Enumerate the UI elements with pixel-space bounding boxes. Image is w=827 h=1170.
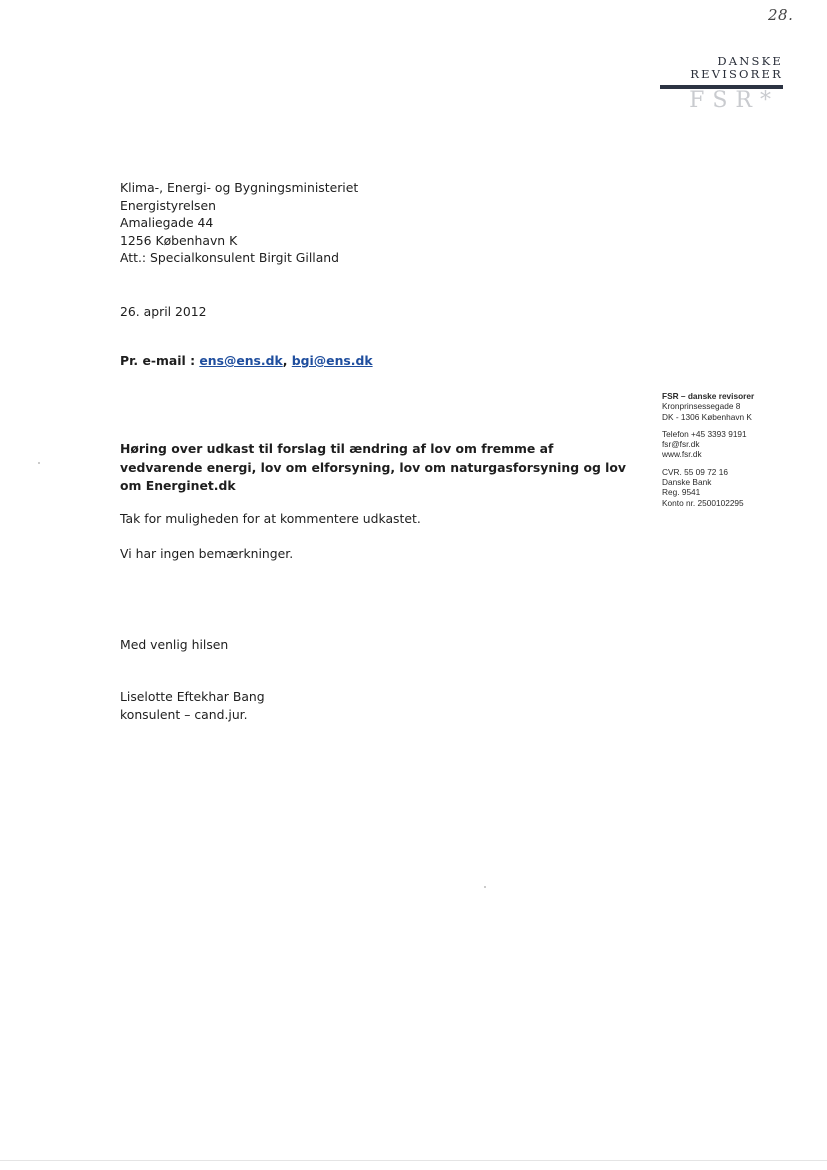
scan-speck	[38, 462, 40, 464]
email-prefix: Pr. e-mail :	[120, 353, 200, 368]
sender-bank: Danske Bank	[662, 477, 712, 488]
logo-text-danske: DANSKE	[717, 54, 783, 68]
body-paragraph: Tak for muligheden for at kommentere udkastet.	[120, 511, 421, 526]
body-paragraph: Vi har ingen bemærkninger.	[120, 546, 294, 561]
handwritten-page-number: 28.	[768, 6, 794, 24]
recipient-address	[120, 179, 358, 267]
sender-info	[662, 391, 754, 515]
recipient-line: Energistyrelsen	[120, 197, 216, 213]
sender-account: Konto nr. 2500102295	[662, 497, 744, 508]
sender-phone: Telefon +45 3393 9191	[662, 428, 747, 439]
sender-city: DK - 1306 København K	[662, 411, 752, 422]
recipient-line: Amaliegade 44	[120, 215, 214, 231]
logo-mark-fsr: FSR*	[689, 88, 779, 113]
email-link-bgi[interactable]: bgi@ens.dk	[291, 353, 373, 368]
recipient-line: Att.: Specialkonsulent Birgit Gilland	[120, 250, 340, 266]
signature-block	[120, 688, 265, 723]
sender-reg: Reg. 9541	[662, 487, 701, 498]
letter-date: 26. april 2012	[120, 304, 207, 319]
sender-street: Kronprinsessegade 8	[662, 401, 741, 412]
sender-cvr: CVR. 55 09 72 16	[662, 466, 728, 477]
fsr-logo	[652, 52, 787, 116]
sender-web: www.fsr.dk	[662, 449, 702, 460]
email-line	[120, 353, 373, 368]
scan-speck	[484, 886, 486, 888]
scan-bottom-edge	[0, 1160, 827, 1161]
signature-title: konsulent – cand.jur.	[120, 706, 248, 722]
signature-name: Liselotte Eftekhar Bang	[120, 689, 265, 704]
letter-subject: Høring over udkast til forslag til ændring af lov om fremme af vedvarende energi, lov om elforsyning, lov om naturgasforsyning og lov om Energinet.dk	[120, 441, 626, 493]
recipient-line: 1256 København K	[120, 232, 238, 248]
email-separator: ,	[282, 353, 292, 368]
sender-email: fsr@fsr.dk	[662, 439, 700, 450]
logo-text-revisorer: REVISORER	[690, 67, 783, 81]
closing-greeting: Med venlig hilsen	[120, 637, 229, 652]
sender-name: FSR – danske revisorer	[662, 391, 755, 401]
recipient-line: Klima-, Energi- og Bygningsministeriet	[120, 180, 359, 195]
email-link-ens[interactable]: ens@ens.dk	[199, 353, 283, 368]
